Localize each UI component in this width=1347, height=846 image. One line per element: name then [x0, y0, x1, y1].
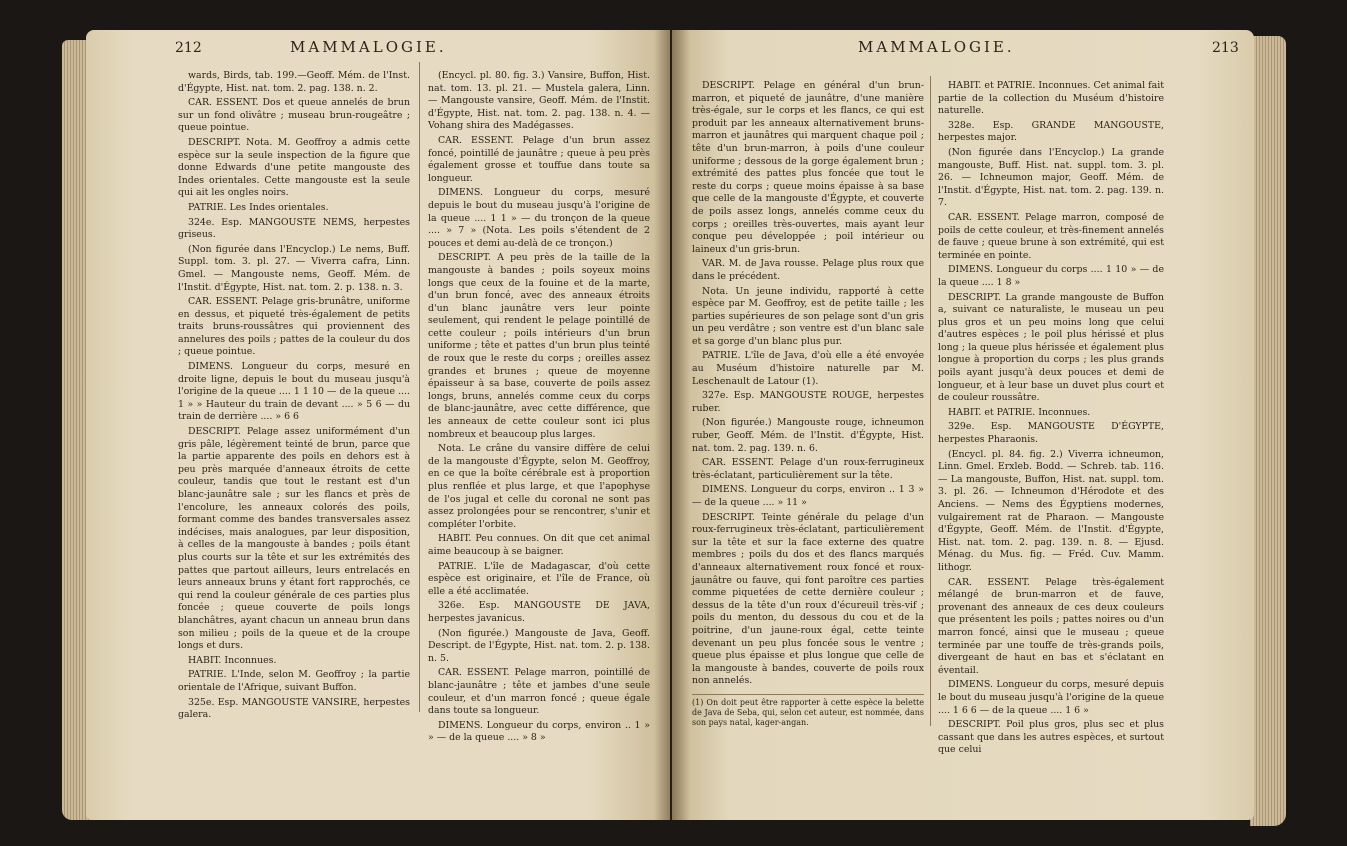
paragraph: DESCRIPT. Teinte générale du pelage d'un roux-ferrugineux très-éclatant, particulièrement sur la tête et sur la face externe des quatre membres ; poils du dos et des flancs marqués d'anneaux alternativement roux foncé et roux-jaunâtre ou fauve, qui font paroître ces parties comme piquetées de cette dernière couleur ; dessus de la tête d'un roux d'écureuil très-vif ; poils du menton, du dessous du cou et de la poitrine, d'un jaune-roux égal, cette teinte devenant un peu plus foncée sous le ventre ; queue plus épaisse et plus longue que celle de la mangouste à bandes, couverte de poils roux non annelés. [692, 511, 924, 687]
paragraph: 329e. Esp. MANGOUSTE D'ÉGYPTE, herpestes Pharaonis. [938, 421, 1164, 446]
paragraph: CAR. ESSENT. Pelage d'un brun assez foncé, pointillé de jaunâtre ; queue à peu près également grosse et touffue dans toute sa longueur. [428, 134, 650, 184]
paragraph: HABIT. Inconnues. [188, 654, 277, 666]
paragraph: DESCRIPT. La grande mangouste de Buffon a, suivant ce naturaliste, le museau un peu plus gros et un peu moins long que celui d'autres espèces ; le poil plus hérissé et plus long ; la queue plus hérissée et également plus longue à proportion du corps ; les plus grands poils ayant jusqu'à deux pouces et demi de longueur, et à leur base un duvet plus court et de couleur roussâtre. [938, 291, 1164, 404]
paragraph: HABIT. et PATRIE. Inconnues. Cet animal fait partie de la collection du Muséum d'histoire naturelle. [938, 80, 1164, 117]
paragraph: DESCRIPT. Pelage assez uniformément d'un gris pâle, légèrement teinté de brun, parce que la partie apparente des poils en dehors est à peu près marquée d'anneaux étroits de cette couleur, tandis que tout le restant est d'un blanc-jaunâtre sale ; sur les flancs et près de l'encolure, les anneaux colorés des poils, formant comme des bandes transversales assez indécises, mais analogues, par leur disposition, à celles de la mangouste à bandes ; poils étant plus courts sur la tête et sur les extrémités des pattes que partout ailleurs, leurs entrelacés en leurs anneaux bruns y étant fort rapprochés, ce qui rend la couleur générale de ces parties plus foncée ; queue couverte de poils longs blanchâtres, ayant chacun un anneau brun dans son milieu ; poils de la queue et de la croupe longs et durs. [178, 426, 410, 652]
paragraph: (Non figurée dans l'Encyclop.) La grande mangouste, Buff. Hist. nat. suppl. tom. 3. pl. 26. — Ichneumon major, Geoff. Mém. de l'Instit. d'Égypte, Hist. nat. tom. 2. pag. 139. n. 7. [938, 146, 1164, 209]
paragraph: CAR. ESSENT. Pelage marron, composé de poils de cette couleur, et très-finement annelés de fauve ; queue brune à son extrémité, qui est terminée en pointe. [938, 211, 1164, 261]
paragraph: HABIT. et PATRIE. Inconnues. [948, 406, 1091, 418]
right-column-2 [938, 80, 1164, 760]
paragraph: (Non figurée.) Mangouste de Java, Geoff. Descript. de l'Égypte, Hist. nat. tom. 2. p. 138. n. 5. [428, 627, 650, 664]
paragraph: CAR. ESSENT. Pelage gris-brunâtre, uniforme en dessus, et piqueté très-également de petits traits bruns-roussâtres qui proviennent des annelures des poils ; pattes de la couleur du dos ; queue pointue. [178, 296, 410, 358]
paragraph: (Non figurée.) Mangouste rouge, ichneumon ruber, Geoff. Mém. de l'Instit. d'Égypte, Hist. nat. tom. 2. pag. 139. n. 6. [692, 417, 924, 454]
paragraph: 327e. Esp. MANGOUSTE ROUGE, herpestes ruber. [692, 390, 924, 414]
paragraph: 328e. Esp. GRANDE MANGOUSTE, herpestes major. [938, 119, 1164, 144]
paragraph: wards, Birds, tab. 199.—Geoff. Mém. de l'Inst. d'Égypte, Hist. nat. tom. 2. pag. 138. n. 2. [178, 70, 410, 94]
paragraph: DESCRIPT. Nota. M. Geoffroy a admis cette espèce sur la seule inspection de la figure que donne Edwards d'une petite mangouste des Indes orientales. Cette mangouste est la seule qui ait les ongles noirs. [178, 136, 410, 199]
paragraph: DESCRIPT. A peu près de la taille de la mangouste à bandes ; poils soyeux moins longs que ceux de la fouine et de la marte, d'un brun foncé, avec des anneaux étroits d'un blanc jaunâtre vers leur pointe seulement, qui rendent le pelage pointillé de cette couleur ; poils intérieurs d'un brun uniforme ; tête et pattes d'un brun plus teinté de roux que le reste du corps ; oreilles assez grandes et brunes ; queue de moyenne épaisseur à sa base, couverte de poils assez longs, bruns, annelés comme ceux du corps de blanc-jaunâtre, avec cette différence, que les anneaux de cette couleur sont ici plus nombreux et beaucoup plus larges. [428, 252, 650, 440]
paragraph: DIMENS. Longueur du corps, mesuré depuis le bout du museau jusqu'à l'origine de la queue .... 1 1 » — du tronçon de la queue .... » 7 » (Nota. Les poils s'étendent de 2 pouces et demi au-delà de ce tronçon.) [428, 187, 650, 249]
right-page-number: 213 [1212, 40, 1239, 56]
paragraph: 325e. Esp. MANGOUSTE VANSIRE, herpestes galera. [178, 696, 410, 721]
paragraph: HABIT. Peu connues. On dit que cet animal aime beaucoup à se baigner. [428, 533, 650, 557]
paragraph: 326e. Esp. MANGOUSTE DE JAVA, herpestes javanicus. [428, 600, 650, 624]
paragraph: PATRIE. Les Indes orientales. [188, 201, 329, 213]
paragraph: DIMENS. Longueur du corps, mesuré en droite ligne, depuis le bout du museau jusqu'à l'origine de la queue .... 1 1 10 — de la queue .... 1 » » Hauteur du train de devant .... » 5 6 — du train de derrière .... » 6 6 [178, 361, 410, 423]
paragraph: Nota. Un jeune individu, rapporté à cette espèce par M. Geoffroy, est de petite taille ; les parties supérieures de son pelage sont d'un gris un peu verdâtre ; son ventre est d'un blanc sale et sa gorge d'un blanc plus pur. [692, 285, 924, 347]
right-page-edges [1250, 36, 1286, 826]
paragraph: PATRIE. L'île de Java, d'où elle a été envoyée au Muséum d'histoire naturelle par M. Leschenault de Latour (1). [692, 350, 924, 387]
paragraph: (Encycl. pl. 80. fig. 3.) Vansire, Buffon, Hist. nat. tom. 13. pl. 21. — Mustela galera, Linn. — Mangouste vansire, Geoff. Mém. de l'Instit. d'Égypte, Hist. nat. tom. 2. pag. 138. n. 4. — Vohang shira des Madégasses. [428, 70, 650, 132]
paragraph: DESCRIPT. Pelage en général d'un brun-marron, et piqueté de jaunâtre, d'une manière très-égale, sur le corps et les flancs, ce qui est produit par les anneaux alternativement bruns-marron et jaunâtres qui marquent chaque poil ; tête d'un brun-marron, à poils d'une couleur uniforme ; dessous de la gorge également brun ; extrémité des pattes plus foncée que tout le reste du corps ; queue moins épaisse à sa base que celle de la mangouste d'Égypte, et couverte de poils assez longs, annelés comme ceux du corps ; oreilles très-ouvertes, mais ayant leur conque peu développée ; poil intérieur ou laineux d'un gris-brun. [692, 80, 924, 255]
paragraph: Nota. Le crâne du vansire diffère de celui de la mangouste d'Égypte, selon M. Geoffroy, en ce que la boîte cérébrale est à proportion plus renflée et plus large, et que l'apophyse de l'os jugal et celle du coronal ne sont pas assez prolongées pour se rencontrer, s'unir et compléter l'orbite. [428, 443, 650, 530]
paragraph: (Encycl. pl. 84. fig. 2.) Viverra ichneumon, Linn. Gmel. Erxleb. Bodd. — Schreb. tab. 116. — La mangouste, Buffon, Hist. nat. suppl. tom. 3. pl. 26. — Ichneumon d'Hérodote et des Anciens. — Nems des Égyptiens modernes, vulgairement rat de Pharaon. — Mangouste d'Égypte, Geoff. Mém. de l'Instit. d'Égypte, Hist. nat. tom. 2. pag. 139. n. 8. — Ejusd. Ménag. du Mus. fig. — Fréd. Cuv. Mamm. lithogr. [938, 448, 1164, 573]
left-column-2 [428, 70, 650, 744]
paragraph: CAR. ESSENT. Dos et queue annelés de brun sur un fond olivâtre ; museau brun-rougeâtre ; queue pointue. [178, 97, 410, 134]
paragraph: PATRIE. L'île de Madagascar, d'où cette espèce est originaire, et l'île de France, où elle a été acclimatée. [428, 560, 650, 597]
paragraph: CAR. ESSENT. Pelage marron, pointillé de blanc-jaunâtre ; tête et jambes d'une seule couleur, et d'un marron foncé ; queue égale dans toute sa longueur. [428, 667, 650, 717]
paragraph: VAR. M. de Java rousse. Pelage plus roux que dans le précédent. [692, 258, 924, 282]
paragraph: DIMENS. Longueur du corps .... 1 10 » — de la queue .... 1 8 » [938, 264, 1164, 288]
paragraph: CAR. ESSENT. Pelage d'un roux-ferrugineux très-éclatant, particulièrement sur la tête. [692, 457, 924, 481]
paragraph: DIMENS. Longueur du corps, environ .. 1 » » — de la queue .... » 8 » [428, 719, 650, 744]
paragraph: DESCRIPT. Poil plus gros, plus sec et plus cassant que dans les autres espèces, et surtout que celui [938, 719, 1164, 756]
left-column-rule [419, 62, 420, 712]
right-running-head: MAMMALOGIE. [858, 38, 1015, 56]
book-gutter [654, 30, 690, 820]
right-column-1 [692, 80, 924, 760]
left-page-number: 212 [175, 40, 202, 56]
paragraph: PATRIE. L'Inde, selon M. Geoffroy ; la partie orientale de l'Afrique, suivant Buffon. [178, 669, 410, 693]
paragraph: CAR. ESSENT. Pelage très-également mélangé de brun-marron et de fauve, provenant des anneaux de ces deux couleurs que présentent les poils ; pattes noires ou d'un marron foncé, ainsi que le museau ; queue terminée par une touffe de très-grands poils, divergeant de haut en bas et s'éclatant en éventail. [938, 576, 1164, 676]
paragraph: DIMENS. Longueur du corps, mesuré depuis le bout du museau jusqu'à l'origine de la queue .... 1 6 6 — de la queue .... 1 6 » [938, 679, 1164, 716]
right-column-rule [930, 76, 931, 726]
paragraph: 324e. Esp. MANGOUSTE NEMS, herpestes griseus. [178, 216, 410, 241]
paragraph: (Non figurée dans l'Encyclop.) Le nems, Buff. Suppl. tom. 3. pl. 27. — Viverra cafra, Linn. Gmel. — Mangouste nems, Geoff. Mém. de l'Instit. d'Égypte, Hist. nat. tom. 2. p. 138. n. 3. [178, 243, 410, 293]
left-column-1 [178, 70, 410, 720]
footnote: (1) On doit peut être rapporter à cette espèce la belette de Java de Seba, qui, selon cet auteur, est nommée, dans son pays natal, kager-angan. [692, 694, 924, 728]
left-running-head: MAMMALOGIE. [290, 38, 447, 56]
paragraph: DIMENS. Longueur du corps, environ .. 1 3 » — de la queue .... » 11 » [692, 484, 924, 508]
